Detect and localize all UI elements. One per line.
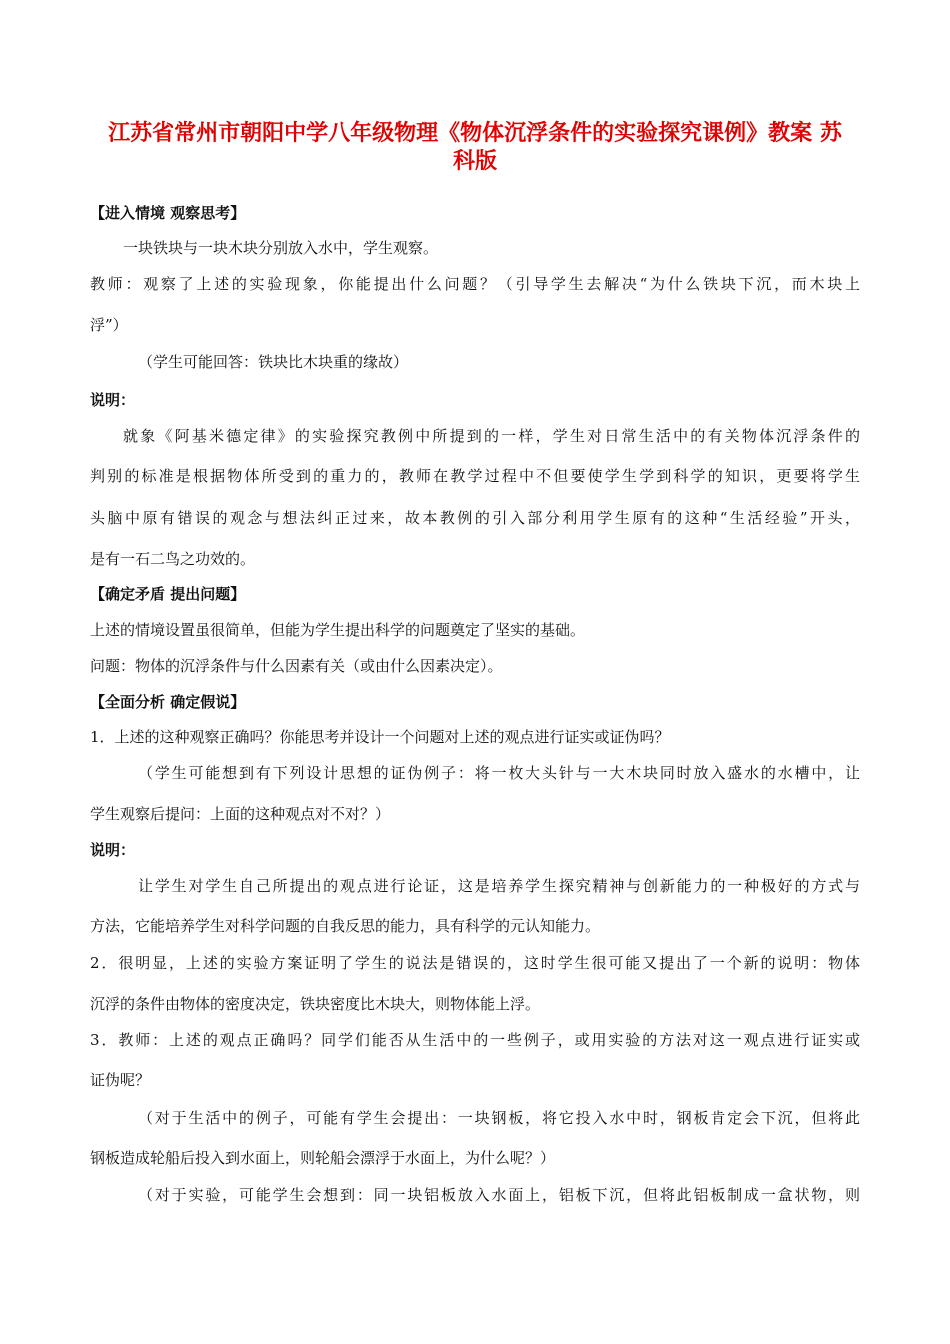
paragraph: 2．很明显，上述的实验方案证明了学生的说法是错误的，这时学生很可能又提出了一个新的说明：物体 — [90, 954, 860, 972]
section-heading-2: 【确定矛盾 提出问题】 — [90, 585, 246, 603]
paragraph: 是有一石二鸟之功效的。 — [90, 550, 256, 568]
paragraph: （对于生活中的例子，可能有学生会提出：一块钢板，将它投入水中时，钢板肯定会下沉，但将此 — [138, 1109, 860, 1127]
document-title — [95, 120, 855, 176]
paragraph: 方法，它能培养学生对科学问题的自我反思的能力，具有科学的元认知能力。 — [90, 917, 601, 935]
title-line-2: 科版 — [452, 149, 497, 174]
paragraph: 让学生对学生自己所提出的观点进行论证，这是培养学生探究精神与创新能力的一种极好的方式与 — [138, 877, 860, 895]
paragraph: 就象《阿基米德定律》的实验探究教例中所提到的一样，学生对日常生活中的有关物体沉浮条件的 — [123, 427, 860, 445]
paragraph: 3．教师：上述的观点正确吗？同学们能否从生活中的一些例子，或用实验的方法对这一观点进行证实或 — [90, 1031, 860, 1049]
paragraph: 问题：物体的沉浮条件与什么因素有关（或由什么因素决定）。 — [90, 657, 503, 675]
paragraph: 学生观察后提问：上面的这种观点对不对？） — [90, 805, 391, 823]
notes-label: 说明： — [90, 841, 136, 859]
section-heading-3: 【全面分析 确定假说】 — [90, 693, 246, 711]
paragraph: 一块铁块与一块木块分别放入水中，学生观察。 — [123, 239, 439, 257]
notes-label: 说明： — [90, 391, 136, 409]
paragraph: 教师：观察了上述的实验现象，你能提出什么问题？（引导学生去解决“为什么铁块下沉，而木块上 — [90, 275, 860, 293]
paragraph: （对于实验，可能学生会想到：同一块铝板放入水面上，铝板下沉，但将此铝板制成一盒状物，则 — [138, 1186, 860, 1204]
paragraph: 头脑中原有错误的观念与想法纠正过来，故本教例的引入部分利用学生原有的这种“生活经验”开头， — [90, 509, 860, 527]
paragraph: 判别的标准是根据物体所受到的重力的，教师在教学过程中不但要使学生学到科学的知识，更要将学生 — [90, 467, 860, 485]
paragraph: 浮”） — [90, 316, 128, 334]
paragraph: 上述的情境设置虽很简单，但能为学生提出科学的问题奠定了坚实的基础。 — [90, 621, 586, 639]
paragraph: 钢板造成轮船后投入到水面上，则轮船会漂浮于水面上，为什么呢？） — [90, 1149, 556, 1167]
section-heading-1: 【进入情境 观察思考】 — [90, 204, 246, 222]
paragraph: 1．上述的这种观察正确吗？你能思考并设计一个问题对上述的观点进行证实或证伪吗？ — [90, 728, 670, 746]
paragraph: 沉浮的条件由物体的密度决定，铁块密度比木块大，则物体能上浮。 — [90, 995, 541, 1013]
title-line-1: 江苏省常州市朝阳中学八年级物理《物体沉浮条件的实验探究课例》教案 苏 — [108, 121, 842, 146]
paragraph: （学生可能回答：铁块比木块重的缘故） — [138, 353, 409, 371]
paragraph: 证伪呢？ — [90, 1071, 151, 1089]
paragraph: （学生可能想到有下列设计思想的证伪例子：将一枚大头针与一大木块同时放入盛水的水槽中，让 — [138, 764, 860, 782]
